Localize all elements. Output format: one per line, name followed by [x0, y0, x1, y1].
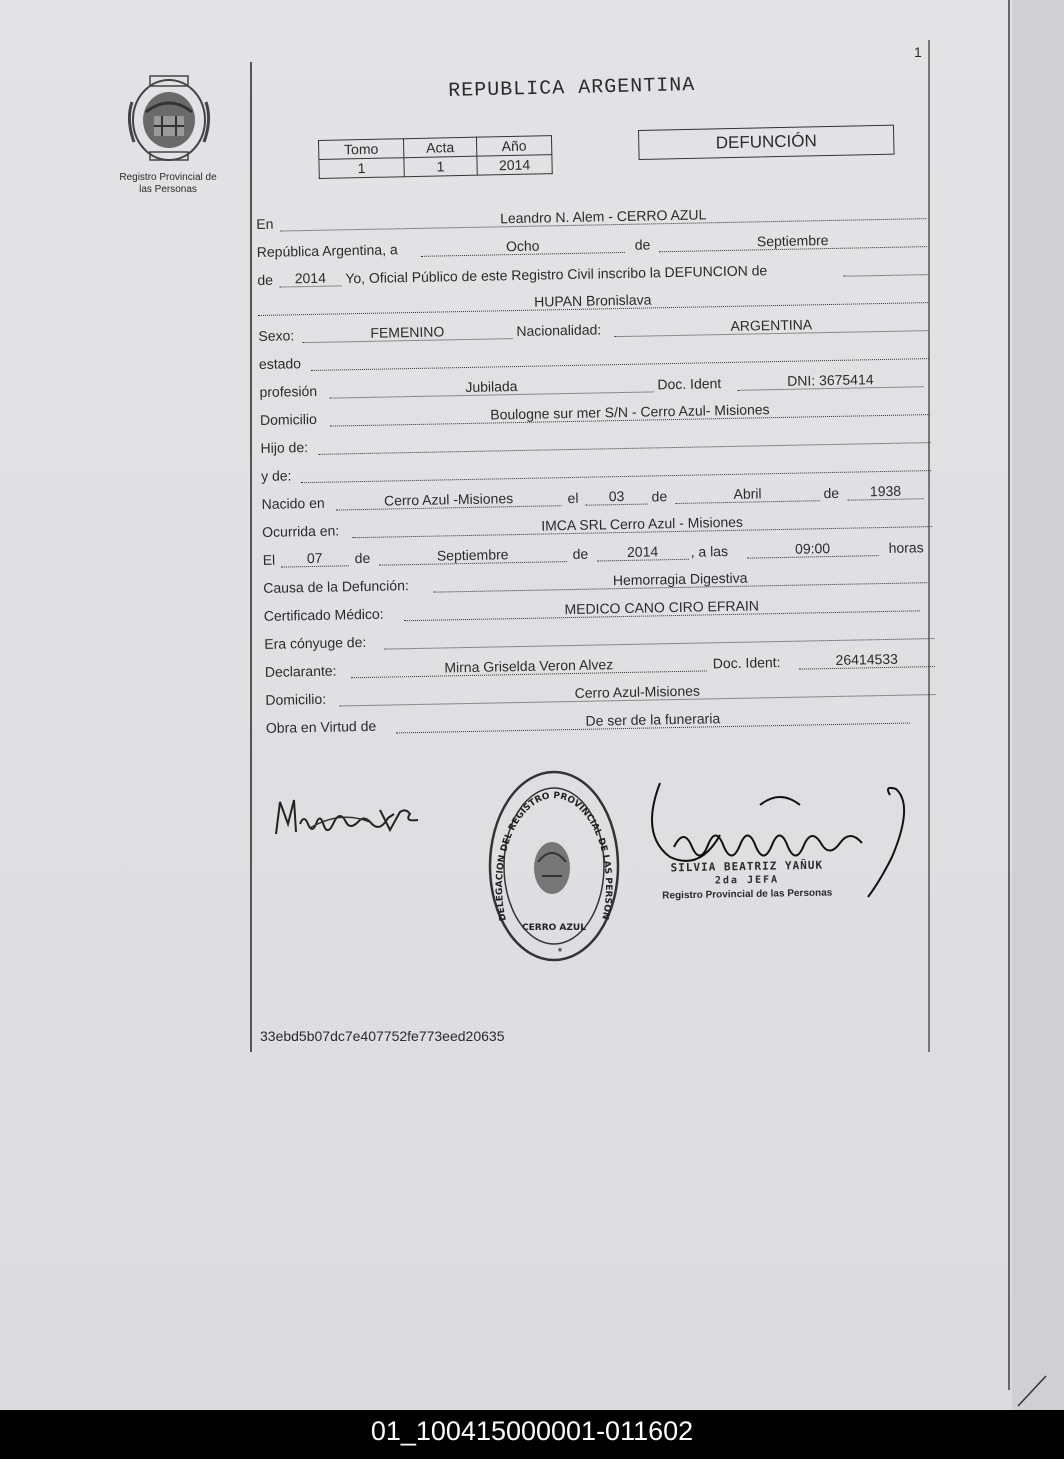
official-org: Registro Provincial de las Personas [662, 887, 833, 902]
header-title: REPUBLICA ARGENTINA [448, 73, 696, 103]
certificado-label: Certificado Médico: [263, 605, 384, 624]
en-label: En [256, 215, 274, 232]
official-role: 2da JEFA [714, 874, 780, 887]
republica-label: República Argentina, a [256, 241, 398, 260]
corner-pen-mark [1016, 1370, 1056, 1415]
profesion-label: profesión [259, 382, 318, 400]
y-de-label: y de: [260, 467, 292, 484]
nacido-value: Cerro Azul -Misiones [335, 489, 561, 510]
sexo-value: FEMENINO [302, 322, 512, 343]
de-label-2: de [257, 271, 274, 288]
causa-value: Hemorragia Digestiva [433, 566, 927, 592]
ocurrida-label: Ocurrida en: [262, 522, 340, 540]
page-edge-shadow [1012, 0, 1064, 1410]
declarante-doc-value: 26414533 [799, 650, 935, 670]
official-name: SILVIA BEATRIZ YAÑUK [670, 858, 824, 875]
domicilio-2-value: Cerro Azul-Misiones [339, 678, 935, 706]
seal-star-icon: * [557, 945, 563, 959]
book-header-anio: Año [476, 136, 551, 157]
year-value: 2014 [279, 269, 341, 287]
page-number: 1 [914, 44, 922, 60]
book-value-anio: 2014 [477, 155, 552, 176]
de-label-4: de [823, 484, 840, 502]
domicilio-label: Domicilio [259, 410, 317, 428]
obra-value: De ser de la funeraria [396, 707, 910, 734]
en-value: Leandro N. Alem - CERRO AZUL [280, 202, 926, 231]
logo-caption-line2: las Personas [139, 184, 197, 195]
declarante-value: Mirna Griselda Veron Alvez [351, 654, 707, 678]
book-value-tomo: 1 [319, 158, 404, 179]
certificado-value: MEDICO CANO CIRO EFRAIN [404, 594, 920, 621]
conyuge-value [384, 622, 934, 650]
estado-label: estado [258, 355, 302, 372]
logo-caption [100, 172, 236, 196]
death-day-value: 07 [281, 549, 349, 567]
inscribo-text: Yo, Oficial Público de este Registro Civil inscribo la DEFUNCION de [345, 262, 768, 287]
deceased-name-value: HUPAN Bronislava [258, 286, 928, 316]
provincial-crest-icon [124, 72, 214, 164]
sexo-label: Sexo: [258, 327, 295, 344]
seal-inner-text: CERRO AZUL [522, 923, 586, 933]
death-record-form [256, 197, 939, 770]
hijo-de-label: Hijo de: [260, 439, 309, 456]
nacionalidad-label: Nacionalidad: [516, 321, 602, 340]
birth-day-value: 03 [585, 488, 647, 506]
declarant-signature [270, 794, 430, 855]
book-header-tomo: Tomo [319, 139, 404, 160]
death-year-value: 2014 [596, 543, 688, 562]
de-label-3: de [651, 488, 668, 505]
el-label: el [567, 489, 579, 507]
declarante-doc-label: Doc. Ident: [712, 654, 781, 672]
doc-ident-value: DNI: 3675414 [737, 370, 923, 391]
death-time-value: 09:00 [746, 539, 878, 559]
domicilio-2-label: Domicilio: [265, 690, 327, 708]
document-type-box: DEFUNCIÓN [638, 125, 895, 160]
official-stamp [662, 859, 833, 904]
logo-caption-line1: Registro Provincial de [119, 172, 217, 183]
day-words-value: Ocho [421, 236, 625, 257]
death-month-value: Septiembre [379, 545, 567, 566]
de-label-1: de [634, 236, 651, 253]
book-table [318, 135, 553, 179]
horas-label: horas [888, 539, 924, 556]
domicilio-value: Boulogne sur mer S/N - Cerro Azul- Misiones [330, 398, 930, 427]
seal-outer-text: DELEGACION DEL REGISTRO PROVINCIAL DE LAS PERSON [494, 791, 614, 922]
official-seal [484, 770, 624, 975]
el-cap-label: El [262, 551, 276, 568]
profesion-value: Jubilada [329, 375, 653, 398]
document-hash: 33ebd5b07dc7e407752fe773eed20635 [260, 1028, 505, 1044]
form-left-border [250, 62, 252, 1052]
book-header-acta: Acta [403, 137, 476, 158]
ocurrida-value: IMCA SRL Cerro Azul - Misiones [352, 510, 932, 538]
inscribo-dots [843, 258, 927, 277]
birth-year-value: 1938 [847, 482, 923, 500]
de-label-5: de [354, 549, 371, 567]
declarante-label: Declarante: [264, 662, 337, 680]
a-las-label: , a las [690, 543, 729, 560]
nacionalidad-value: ARGENTINA [614, 314, 928, 337]
birth-month-value: Abril [675, 484, 819, 504]
conyuge-label: Era cónyuge de: [264, 633, 367, 652]
nacido-label: Nacido en [261, 494, 325, 512]
obra-label: Obra en Virtud de [265, 717, 377, 736]
doc-ident-label: Doc. Ident [657, 375, 722, 393]
footer-document-id: 01_100415000001-011602 [370, 1416, 694, 1446]
causa-label: Causa de la Defunción: [263, 577, 409, 596]
de-label-6: de [572, 545, 589, 562]
month-value: Septiembre [659, 230, 927, 252]
book-value-acta: 1 [404, 156, 477, 177]
page-edge-line [1008, 0, 1010, 1390]
